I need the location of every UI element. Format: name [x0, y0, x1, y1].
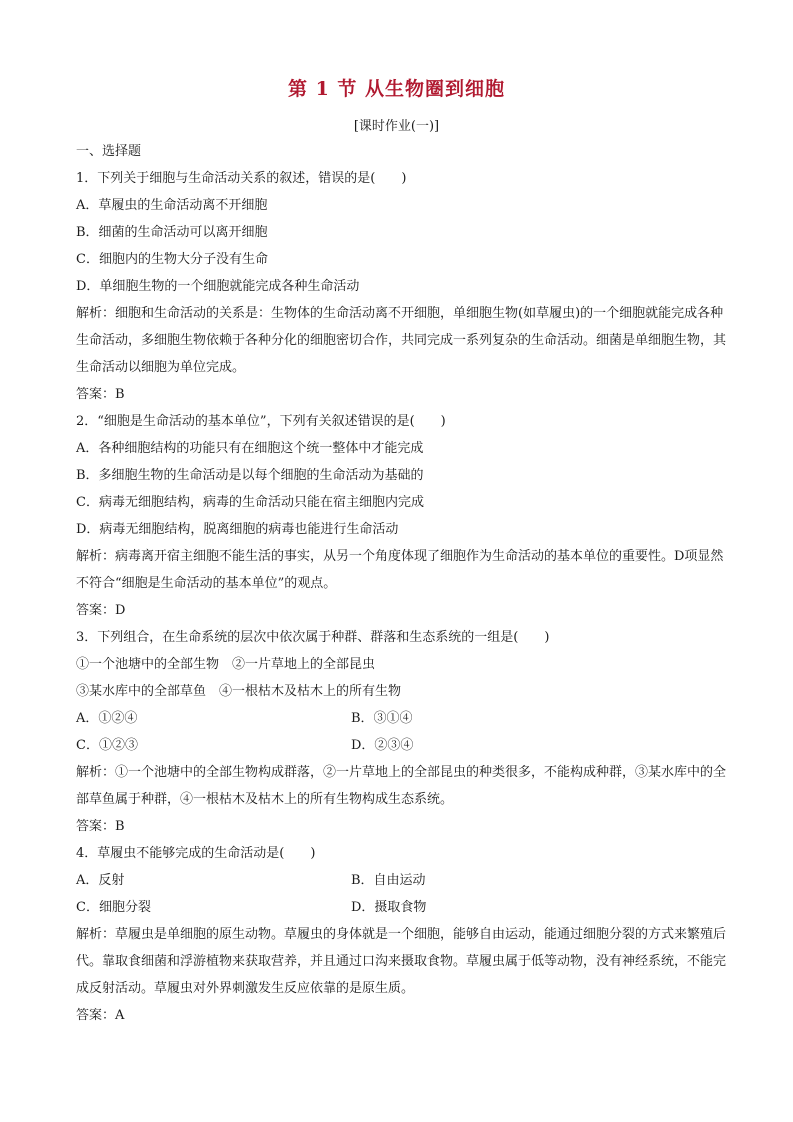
option-row	[76, 705, 726, 732]
option-a: A．各种细胞结构的功能只有在细胞这个统一整体中才能完成	[76, 441, 424, 456]
question-stem: 3．下列组合，在生命系统的层次中依次属于种群、群落和生态系统的一组是( )	[76, 630, 550, 645]
option-d: D．病毒无细胞结构，脱离细胞的病毒也能进行生命活动	[76, 522, 399, 537]
option-b: B．细菌的生命活动可以离开细胞	[76, 225, 268, 240]
answer-text: 答案：D	[76, 603, 126, 618]
page-title: 第 1 节 从生物圈到细胞	[287, 78, 506, 100]
analysis-text: 解析：①一个池塘中的全部生物构成群落，②一片草地上的全部昆虫的种类很多，不能构成种群，③某水库中的全部草鱼属于种群，④一根枯木及枯木上的所有生物构成生态系统。	[76, 765, 727, 807]
question-stem: 2．“细胞是生命活动的基本单位”，下列有关叙述错误的是( )	[76, 414, 446, 429]
analysis-text: 解析：草履虫是单细胞的原生动物。草履虫的身体就是一个细胞，能够自由运动，能通过细胞分裂的方式来繁殖后代。靠取食细菌和浮游植物来获取营养，并且通过口沟来摄取食物。草履虫属于低等动物，没有神经系统，不能完成反射活动。草履虫对外界刺激发生反应依靠的是原生质。	[76, 927, 727, 996]
question-item-line: ①一个池塘中的全部生物 ②一片草地上的全部昆虫	[76, 657, 376, 672]
answer-text: 答案：B	[76, 819, 125, 834]
page-subtitle: [课时作业(一)]	[353, 119, 440, 134]
option-b: B．③①④	[351, 711, 413, 726]
option-b: B．自由运动	[351, 873, 426, 888]
option-a: A．①②④	[76, 711, 138, 726]
analysis-text: 解析：病毒离开宿主细胞不能生活的事实，从另一个角度体现了细胞作为生命活动的基本单位的重要性。D项显然不符合“细胞是生命活动的基本单位”的观点。	[76, 549, 724, 591]
option-c: C．病毒无细胞结构，病毒的生命活动只能在宿主细胞内完成	[76, 495, 424, 510]
option-c: C．细胞内的生物大分子没有生命	[76, 252, 268, 267]
section-heading: 一、选择题	[76, 144, 142, 159]
option-row	[76, 867, 726, 894]
option-a: A．草履虫的生命活动离不开细胞	[76, 198, 268, 213]
question-stem: 4．草履虫不能够完成的生命活动是( )	[76, 846, 316, 861]
option-b: B．多细胞生物的生命活动是以每个细胞的生命活动为基础的	[76, 468, 424, 483]
option-c: C．①②③	[76, 738, 138, 753]
question-item-line: ③某水库中的全部草鱼 ④一根枯木及枯木上的所有生物	[76, 684, 402, 699]
question-stem: 1．下列关于细胞与生命活动关系的叙述，错误的是( )	[76, 171, 407, 186]
option-c: C．细胞分裂	[76, 900, 151, 915]
option-a: A．反射	[76, 873, 125, 888]
option-d: D．②③④	[351, 738, 414, 753]
analysis-text: 解析：细胞和生命活动的关系是：生物体的生命活动离不开细胞，单细胞生物(如草履虫)的一个细胞就能完成各种生命活动，多细胞生物依赖于各种分化的细胞密切合作，共同完成一系列复杂的生命活动。细菌是单细胞生物，其生命活动以细胞为单位完成。	[76, 306, 727, 375]
option-row	[76, 732, 726, 759]
answer-text: 答案：B	[76, 387, 125, 402]
option-d: D．单细胞生物的一个细胞就能完成各种生命活动	[76, 279, 360, 294]
answer-text: 答案：A	[76, 1008, 125, 1023]
document-body	[76, 138, 726, 1029]
option-d: D．摄取食物	[351, 900, 427, 915]
option-row	[76, 894, 726, 921]
